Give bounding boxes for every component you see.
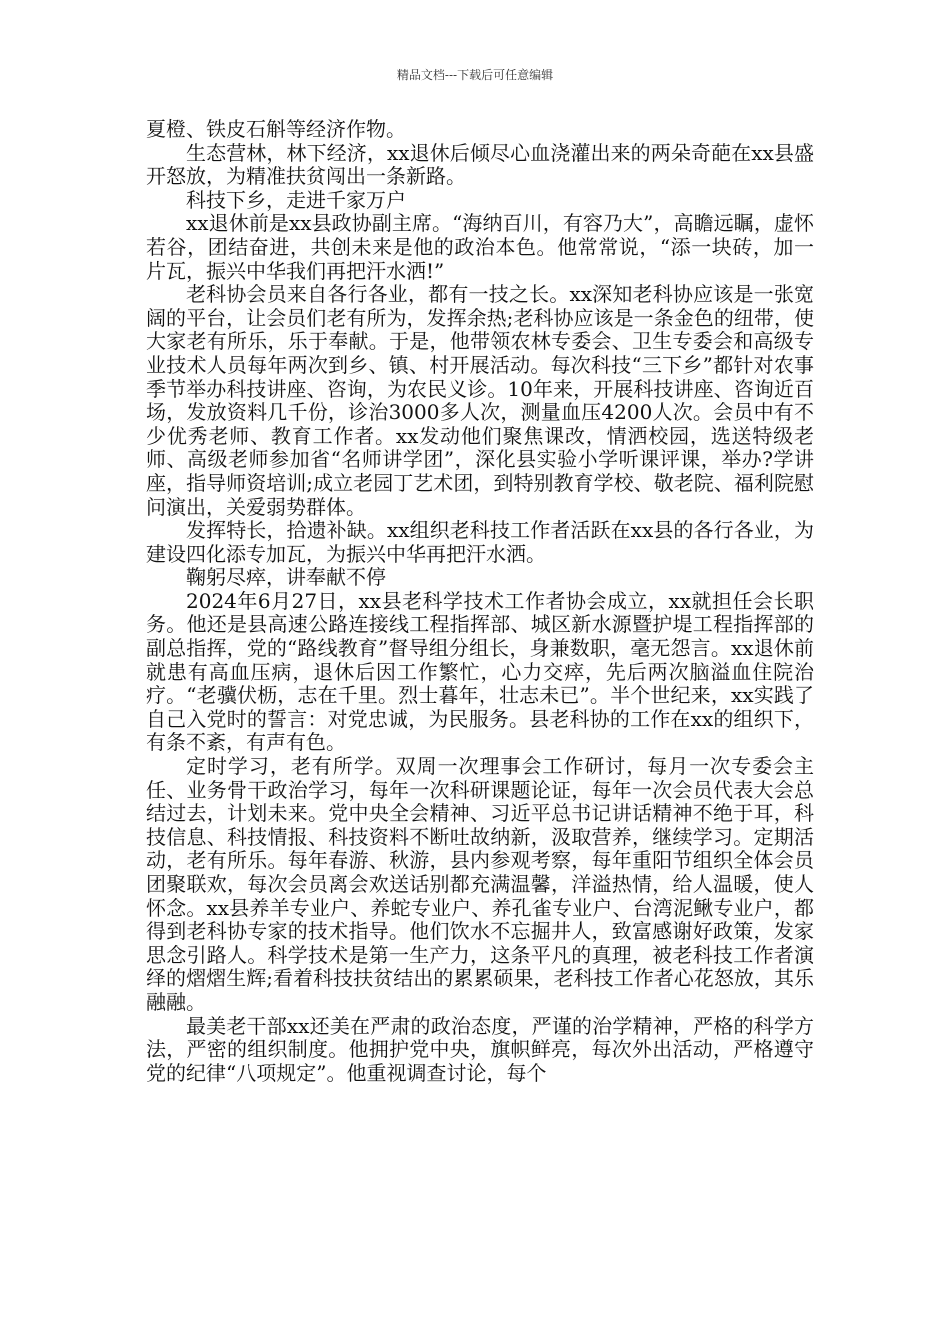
document-body	[146, 118, 814, 1085]
paragraph-7: 定时学习，老有所学。双周一次理事会工作研讨，每月一次专委会主任、业务骨干政治学习，每年一次科研课题论证，每年一次会员代表大会总结过去，计划未来。党中央全会精神、习近平总书记讲话精神不绝于耳，科技信息、科技情报、科技资料不断吐故纳新，汲取营养，继续学习。定期活动，老有所乐。每年春游、秋游，县内参观考察，每年重阳节组织全体会员团聚联欢，每次会员离会欢送话别都充满温馨，洋溢热情，给人温暖，使人怀念。xx县养羊专业户、养蛇专业户、养孔雀专业户、台湾泥鳅专业户，都得到老科协专家的技术指导。他们饮水不忘掘井人，致富感谢好政策，发家思念引路人。科学技术是第一生产力，这条平凡的真理，被老科技工作者演绎的熠熠生辉;看着科技扶贫结出的累累硕果，老科技工作者心花怒放，其乐融融。	[146, 754, 814, 1014]
paragraph-3: xx退休前是xx县政协副主席。“海纳百川，有容乃大”，高瞻远瞩，虚怀若谷，团结奋进，共创未来是他的政治本色。他常常说，“添一块砖，加一片瓦，振兴中华我们再把汗水洒!”	[146, 211, 814, 283]
section-heading-1: 科技下乡，走进千家万户	[186, 187, 406, 212]
paragraph-4: 老科协会员来自各行各业，都有一技之长。xx深知老科协应该是一张宽阔的平台，让会员们老有所为，发挥余热;老科协应该是一条金色的纽带，使大家老有所乐，乐于奉献。于是，他带领农林专委会、卫生专委会和高级专业技术人员每年两次到乡、镇、村开展活动。每次科技“三下乡”都针对农事季节举办科技讲座、咨询，为农民义诊。10年来，开展科技讲座、咨询近百场，发放资料几千份，诊治3000多人次，测量血压4200人次。会员中有不少优秀老师、教育工作者。xx发动他们聚焦课改，情洒校园，选送特级老师、高级老师参加省“名师讲学团”，深化县实验小学听课评课，举办?学讲座，指导师资培训;成立老园丁艺术团，到特别教育学校、敬老院、福利院慰问演出，关爱弱势群体。	[146, 282, 814, 519]
paragraph-5: 发挥特长，拾遗补缺。xx组织老科技工作者活跃在xx县的各行各业，为建设四化添专加瓦，为振兴中华再把汗水洒。	[146, 518, 814, 566]
paragraph-8: 最美老干部xx还美在严肃的政治态度，严谨的治学精神，严格的科学方法，严密的组织制度。他拥护党中央，旗帜鲜亮，每次外出活动，严格遵守党的纪律“八项规定”。他重视调查讨论，每个	[146, 1013, 814, 1085]
section-heading-2: 鞠躬尽瘁，讲奉献不停	[186, 565, 386, 590]
page-header: 精品文档---下载后可任意编辑	[396, 68, 554, 82]
paragraph-6: 2024年6月27日，xx县老科学技术工作者协会成立，xx就担任会长职务。他还是县高速公路连接线工程指挥部、城区新水源暨护堤工程指挥部的副总指挥，党的“路线教育”督导组分组长，身兼数职，毫无怨言。xx退休前就患有高血压病，退休后因工作繁忙，心力交瘁，先后两次脑溢血住院治疗。“老骥伏枥，志在千里。烈士暮年，壮志未已”。半个世纪来，xx实践了自己入党时的誓言：对党忠诚，为民服务。县老科协的工作在xx的组织下，有条不紊，有声有色。	[146, 588, 814, 755]
paragraph-1: 夏橙、铁皮石斛等经济作物。	[146, 117, 406, 141]
paragraph-2: 生态营林，林下经济，xx退休后倾尽心血浇灌出来的两朵奇葩在xx县盛开怒放，为精准扶贫闯出一条新路。	[146, 140, 814, 189]
